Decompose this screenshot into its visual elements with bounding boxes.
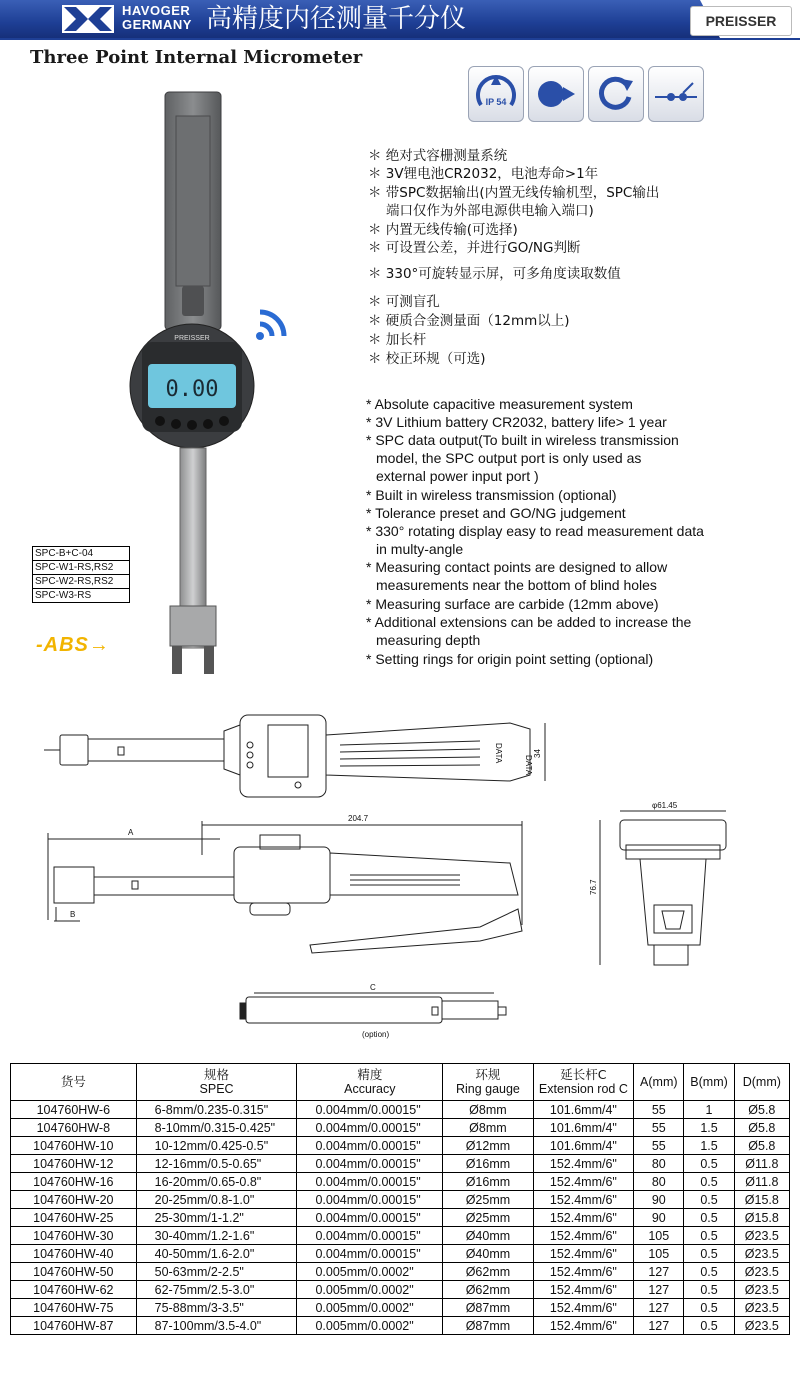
table-cell: 152.4mm/6" — [533, 1263, 634, 1281]
header-title-cn: 高精度内径测量千分仪 — [206, 4, 467, 34]
feature-cn-item: ＊ 3V锂电池CR2032，电池寿命>1年 — [368, 166, 599, 182]
table-cell: Ø11.8 — [734, 1173, 789, 1191]
header-cn: 精度 — [357, 1067, 383, 1082]
table-cell: 104760HW-20 — [11, 1191, 137, 1209]
column-header — [443, 1064, 533, 1101]
table-cell: 152.4mm/6" — [533, 1209, 634, 1227]
table-row — [11, 1101, 790, 1119]
table-cell: 152.4mm/6" — [533, 1173, 634, 1191]
table-cell: 104760HW-10 — [11, 1137, 137, 1155]
label-b: B — [70, 910, 76, 919]
feature-en-item: * Setting rings for origin point setting (optional) — [366, 651, 654, 667]
table-cell: Ø23.5 — [734, 1227, 789, 1245]
table-cell: 20-25mm/0.8-1.0" — [136, 1191, 297, 1209]
table-cell: Ø23.5 — [734, 1281, 789, 1299]
feature-cn-item: ＊ 可测盲孔 — [368, 294, 440, 310]
feature-en-item: measuring depth — [376, 632, 481, 648]
table-cell: 40-50mm/1.6-2.0" — [136, 1245, 297, 1263]
table-row — [11, 1281, 790, 1299]
header-en: Ring gauge — [455, 1082, 520, 1096]
table-cell: 105 — [634, 1245, 684, 1263]
table-cell: 104760HW-30 — [11, 1227, 137, 1245]
table-cell: 0.5 — [684, 1281, 734, 1299]
rotate-display-icon — [588, 66, 644, 122]
table-cell: Ø23.5 — [734, 1317, 789, 1335]
table-cell: 104760HW-62 — [11, 1281, 137, 1299]
option-label: (option) — [362, 1030, 390, 1039]
header-en: Extension rod C — [538, 1082, 628, 1096]
feature-en-item: model, the SPC output port is only used as — [376, 450, 642, 466]
header-cn: 规格 — [204, 1067, 230, 1082]
feature-cn-item: ＊ 可设置公差，并进行GO/NG判断 — [368, 240, 581, 256]
device-button-2 — [171, 419, 181, 429]
table-cell: 104760HW-25 — [11, 1209, 137, 1227]
handle-button — [182, 286, 204, 316]
extension-rod-view — [240, 983, 506, 1039]
end-view — [589, 801, 726, 965]
table-cell: 127 — [634, 1317, 684, 1335]
table-cell: 104760HW-6 — [11, 1101, 137, 1119]
table-cell: 152.4mm/6" — [533, 1245, 634, 1263]
header-cn: 环规 — [475, 1067, 501, 1082]
feature-en-item: in multy-angle — [376, 541, 464, 557]
table-cell: 0.5 — [684, 1227, 734, 1245]
table-cell: 0.004mm/0.00015" — [297, 1245, 443, 1263]
feature-en-item: * Measuring surface are carbide (12mm above) — [366, 596, 659, 612]
table-row — [11, 1137, 790, 1155]
table-cell: Ø11.8 — [734, 1155, 789, 1173]
table-cell: 1.5 — [684, 1137, 734, 1155]
feature-en-item: * Absolute capacitive measurement system — [366, 396, 633, 412]
feature-en-item: external power input port ) — [376, 468, 539, 484]
ip54-icon — [468, 66, 524, 122]
table-cell: Ø5.8 — [734, 1137, 789, 1155]
measuring-head — [170, 606, 216, 646]
table-cell: 12-16mm/0.5-0.65" — [136, 1155, 297, 1173]
table-cell: 0.004mm/0.00015" — [297, 1227, 443, 1245]
havoger-logo-icon — [62, 5, 114, 33]
product-title: Three Point Internal Micrometer — [30, 47, 363, 68]
brand-name — [122, 4, 192, 32]
table-row — [11, 1209, 790, 1227]
header-en: A(mm) — [640, 1075, 678, 1089]
column-header — [11, 1064, 137, 1101]
table-cell: 0.5 — [684, 1245, 734, 1263]
dim-length: 204.7 — [348, 814, 369, 823]
table-cell: 0.005mm/0.0002" — [297, 1299, 443, 1317]
feature-en-item: * 3V Lithium battery CR2032, battery life> 1 year — [366, 414, 667, 430]
table-row — [11, 1119, 790, 1137]
table-cell: 0.005mm/0.0002" — [297, 1281, 443, 1299]
table-cell: Ø15.8 — [734, 1191, 789, 1209]
table-cell: Ø5.8 — [734, 1119, 789, 1137]
header-cn: 货号 — [60, 1074, 86, 1089]
data-output-icon — [648, 66, 704, 122]
page-header — [0, 0, 800, 40]
table-cell: 105 — [634, 1227, 684, 1245]
table-cell: 0.004mm/0.00015" — [297, 1191, 443, 1209]
technical-drawing — [40, 695, 760, 1045]
table-cell: 104760HW-16 — [11, 1173, 137, 1191]
feature-en-item: measurements near the bottom of blind holes — [376, 577, 657, 593]
table-cell: 0.5 — [684, 1263, 734, 1281]
table-cell: 0.005mm/0.0002" — [297, 1263, 443, 1281]
table-row — [11, 1245, 790, 1263]
product-image — [110, 86, 300, 686]
contact-point-2 — [204, 646, 214, 674]
table-cell: Ø23.5 — [734, 1263, 789, 1281]
feature-cn-item: ＊ 330°可旋转显示屏，可多角度读取数值 — [368, 266, 621, 282]
table-cell: Ø23.5 — [734, 1299, 789, 1317]
table-cell: 152.4mm/6" — [533, 1299, 634, 1317]
table-cell: 0.004mm/0.00015" — [297, 1155, 443, 1173]
table-row — [11, 1173, 790, 1191]
label-c: C — [370, 983, 376, 992]
table-cell: 152.4mm/6" — [533, 1281, 634, 1299]
table-cell: 101.6mm/4" — [533, 1101, 634, 1119]
table-cell: 101.6mm/4" — [533, 1137, 634, 1155]
table-cell: Ø62mm — [443, 1281, 533, 1299]
table-row — [11, 1227, 790, 1245]
device-brand-label: PREISSER — [174, 335, 210, 342]
dim-height: 34 — [533, 749, 542, 758]
table-cell: Ø62mm — [443, 1263, 533, 1281]
header-rule — [0, 38, 800, 40]
table-cell: 75-88mm/3-3.5" — [136, 1299, 297, 1317]
table-cell: 0.004mm/0.00015" — [297, 1209, 443, 1227]
table-cell: 55 — [634, 1101, 684, 1119]
table-cell: 62-75mm/2.5-3.0" — [136, 1281, 297, 1299]
table-cell: 1.5 — [684, 1119, 734, 1137]
table-cell: 127 — [634, 1281, 684, 1299]
table-cell: Ø16mm — [443, 1155, 533, 1173]
table-cell: 0.5 — [684, 1155, 734, 1173]
table-row — [11, 1299, 790, 1317]
device-button-1 — [155, 416, 165, 426]
table-cell: Ø8mm — [443, 1119, 533, 1137]
table-cell: 152.4mm/6" — [533, 1317, 634, 1335]
ip54-text: IP 54 — [485, 97, 507, 107]
table-cell: 0.5 — [684, 1317, 734, 1335]
table-row — [11, 1191, 790, 1209]
spc-label-box — [32, 546, 130, 603]
column-header — [734, 1064, 789, 1101]
table-cell: 0.5 — [684, 1173, 734, 1191]
device-button-5 — [219, 416, 229, 426]
table-cell: 0.004mm/0.00015" — [297, 1173, 443, 1191]
table-cell: 0.004mm/0.00015" — [297, 1101, 443, 1119]
table-cell: Ø40mm — [443, 1245, 533, 1263]
table-cell: 1 — [684, 1101, 734, 1119]
column-header — [634, 1064, 684, 1101]
table-cell: 104760HW-40 — [11, 1245, 137, 1263]
table-cell: Ø40mm — [443, 1227, 533, 1245]
header-en: SPEC — [199, 1082, 234, 1096]
header-en: D(mm) — [742, 1075, 781, 1089]
feature-cn-item: ＊ 校正环规（可选) — [368, 351, 486, 367]
feature-cn-item: ＊ 绝对式容栅测量系统 — [368, 148, 508, 164]
table-cell: 90 — [634, 1209, 684, 1227]
handle-grip — [176, 116, 210, 286]
column-header — [533, 1064, 634, 1101]
brand-line-1: HAVOGER — [122, 3, 191, 18]
table-cell: Ø25mm — [443, 1191, 533, 1209]
table-cell: 90 — [634, 1191, 684, 1209]
table-cell: Ø8mm — [443, 1101, 533, 1119]
column-header — [297, 1064, 443, 1101]
table-row — [11, 1155, 790, 1173]
table-row — [11, 1317, 790, 1335]
feature-en-item: * Additional extensions can be added to increase the — [366, 614, 692, 630]
table-cell: 101.6mm/4" — [533, 1119, 634, 1137]
table-cell: 104760HW-75 — [11, 1299, 137, 1317]
feature-cn-item: ＊ 带SPC数据输出(内置无线传输机型，SPC输出 — [368, 185, 660, 201]
label-a: A — [128, 828, 134, 837]
table-cell: 10-12mm/0.425-0.5" — [136, 1137, 297, 1155]
table-cell: 152.4mm/6" — [533, 1191, 634, 1209]
wifi-icon — [252, 306, 290, 344]
table-cell: Ø25mm — [443, 1209, 533, 1227]
feature-cn-item: ＊ 内置无线传输(可选择) — [368, 222, 518, 238]
table-cell: 8-10mm/0.315-0.425" — [136, 1119, 297, 1137]
column-header — [684, 1064, 734, 1101]
table-cell: 104760HW-12 — [11, 1155, 137, 1173]
column-header — [136, 1064, 297, 1101]
table-cell: Ø5.8 — [734, 1101, 789, 1119]
spc-label: SPC-W2-RS,RS2 — [32, 574, 130, 588]
fast-forward-icon — [528, 66, 584, 122]
table-header-row — [11, 1064, 790, 1101]
table-cell: 127 — [634, 1263, 684, 1281]
table-cell: 104760HW-87 — [11, 1317, 137, 1335]
feature-cn-item: ＊ 加长杆 — [368, 332, 427, 348]
contact-point-1 — [172, 646, 182, 674]
lcd-reading: 0.00 — [165, 377, 219, 402]
feature-en-item: * Built in wireless transmission (optional) — [366, 487, 617, 503]
feature-cn-item: 端口仅作为外部电源供电输入端口) — [386, 203, 594, 219]
table-cell: 50-63mm/2-2.5" — [136, 1263, 297, 1281]
table-cell: 30-40mm/1.2-1.6" — [136, 1227, 297, 1245]
abs-mark: -ABS→ — [36, 634, 110, 656]
table-cell: 0.004mm/0.00015" — [297, 1119, 443, 1137]
table-cell: 127 — [634, 1299, 684, 1317]
table-cell: 152.4mm/6" — [533, 1227, 634, 1245]
table-cell: Ø23.5 — [734, 1245, 789, 1263]
side-view — [48, 814, 522, 953]
table-cell: 104760HW-8 — [11, 1119, 137, 1137]
table-cell: 0.5 — [684, 1191, 734, 1209]
device-button-4 — [203, 419, 213, 429]
feature-cn-item: ＊ 硬质合金测量面（12mm以上) — [368, 313, 570, 329]
table-cell: Ø87mm — [443, 1317, 533, 1335]
table-cell: Ø16mm — [443, 1173, 533, 1191]
table-body — [11, 1101, 790, 1335]
spec-table — [10, 1063, 790, 1335]
table-cell: 152.4mm/6" — [533, 1155, 634, 1173]
brand-right-badge: PREISSER — [690, 6, 792, 36]
table-cell: 80 — [634, 1173, 684, 1191]
dim-side-height: 76.7 — [589, 879, 598, 895]
table-cell: 16-20mm/0.65-0.8" — [136, 1173, 297, 1191]
table-cell: 0.5 — [684, 1209, 734, 1227]
table-cell: 80 — [634, 1155, 684, 1173]
header-en: B(mm) — [690, 1075, 728, 1089]
table-cell: Ø87mm — [443, 1299, 533, 1317]
table-cell: 6-8mm/0.235-0.315" — [136, 1101, 297, 1119]
brand-line-2: GERMANY — [122, 17, 192, 32]
data-label-1: DATA — [494, 743, 503, 764]
table-cell: Ø12mm — [443, 1137, 533, 1155]
table-cell: 0.005mm/0.0002" — [297, 1317, 443, 1335]
data-label-2: DATA — [524, 755, 533, 776]
header-cn: 延长杆C — [560, 1067, 607, 1082]
table-cell: 0.004mm/0.00015" — [297, 1137, 443, 1155]
spc-label: SPC-B+C-04 — [32, 546, 130, 560]
table-cell: 25-30mm/1-1.2" — [136, 1209, 297, 1227]
table-row — [11, 1263, 790, 1281]
table-cell: 0.5 — [684, 1299, 734, 1317]
spc-label: SPC-W3-RS — [32, 588, 130, 603]
top-view — [44, 715, 545, 797]
table-cell: Ø15.8 — [734, 1209, 789, 1227]
table-cell: 104760HW-50 — [11, 1263, 137, 1281]
header-en: Accuracy — [344, 1082, 396, 1096]
table-cell: 87-100mm/3.5-4.0" — [136, 1317, 297, 1335]
dim-diameter: φ61.45 — [652, 801, 678, 810]
feature-en-item: * Tolerance preset and GO/NG judgement — [366, 505, 626, 521]
table-cell: 55 — [634, 1119, 684, 1137]
device-button-3 — [187, 420, 197, 430]
spc-label: SPC-W1-RS,RS2 — [32, 560, 130, 574]
table-cell: 55 — [634, 1137, 684, 1155]
feature-en-item: * SPC data output(To built in wireless transmission — [366, 432, 679, 448]
feature-en-item: * Measuring contact points are designed to allow — [366, 559, 668, 575]
feature-en-item: * 330° rotating display easy to read measurement data — [366, 523, 704, 539]
